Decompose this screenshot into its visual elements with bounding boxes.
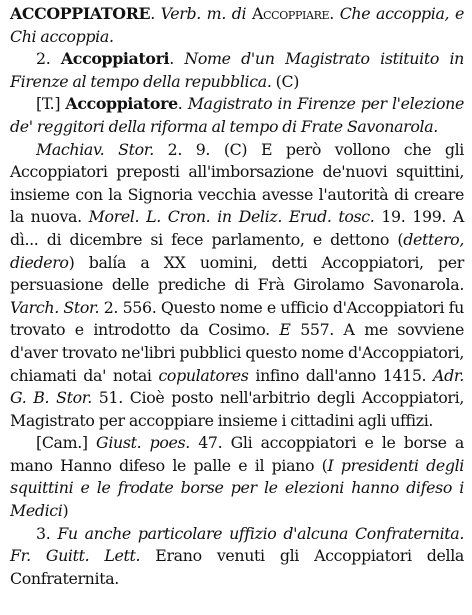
italic-text: I presidenti degli squittini e le frodate borse per le elezioni hanno difeso i Medici: [10, 455, 464, 521]
headword: Accoppiatore: [65, 94, 178, 114]
dictionary-entry: [10, 3, 464, 48]
entry-text: [T.]: [36, 94, 66, 114]
entry-text: 2.: [36, 49, 61, 69]
entry-text: ) balía a XX uomini, detti Accoppiatori, per persuasione delle prediche di Frà Girolamo Savonarola.: [10, 252, 464, 295]
italic-text: Varch. Stor.: [10, 297, 100, 317]
italic-text: Che accoppia, e Chi accoppia.: [10, 4, 465, 46]
entry-text: 3.: [36, 523, 58, 543]
italic-text: Magistrato in Firenze per l'elezione de' reggitori della riforma al tempo di Frate Savonarola.: [10, 94, 465, 136]
entry-text: .: [169, 49, 185, 69]
entry-text: [Cam.]: [36, 433, 97, 453]
dictionary-entry: [10, 139, 464, 433]
entry-text: 2. 9. (C) E però vollono che gli Accoppiatori preposti all'imborsazione de'nuovi squittini, insieme con la Signoria vecchia avesse l'autorità di creare la nuova.: [10, 139, 464, 227]
entry-text: .: [329, 4, 340, 23]
italic-text: Fu anche particolare uffizio d'alcuna Confraternita. Fr. Guitt. Lett.: [10, 523, 465, 566]
entry-text: 47. Gli accoppiatori e le borse a mano Hanno difeso le palle e il piano (: [10, 433, 465, 475]
italic-text: Giust. poes.: [96, 433, 190, 453]
entry-text: ): [62, 501, 69, 521]
dictionary-entry: [10, 432, 464, 522]
headword: Accoppiatori: [60, 49, 170, 69]
headword: ACCOPPIATORE: [10, 4, 151, 23]
entry-list: [10, 3, 464, 590]
italic-text: copulatores: [158, 365, 249, 385]
italic-text: dettero, diedero: [10, 229, 464, 272]
dictionary-entry: [10, 93, 464, 138]
small-caps-term: Accoppiare: [252, 4, 330, 23]
entry-text: (C): [271, 71, 300, 91]
italic-text: Morel. L. Cron. in Deliz. Erud. tosc.: [88, 207, 375, 227]
entry-text: .: [177, 94, 188, 114]
entry-text: 19. 199. A dì... di dicembre si fece parlamento, e dettono (: [10, 207, 464, 249]
italic-text: E: [279, 320, 291, 340]
italic-text: Verb. m. di: [160, 4, 253, 23]
entry-text: 2. 556. Questo nome e ufficio d'Accoppiatori fu trovato e introdotto da Cosimo.: [10, 297, 464, 340]
entry-text: 51. Cioè posto nell'arbitrio degli Accoppiatori, Magistrato per accoppiare insieme i cittadini agli uffizi.: [10, 388, 464, 430]
italic-text: Adr. G. B. Stor.: [10, 365, 464, 408]
dictionary-entry: [10, 523, 464, 591]
entry-text: infino dall'anno 1415.: [248, 365, 434, 385]
entry-text: .: [150, 4, 161, 23]
italic-text: Machiav. Stor.: [36, 139, 154, 159]
entry-text: 557. A me sovviene d'aver trovato ne'libri pubblici questo nome d'Accoppiatori, chiamati da' notai: [10, 320, 464, 385]
italic-text: Nome d'un Magistrato istituito in Firenze al tempo della repubblica.: [10, 49, 465, 91]
dictionary-entry: [10, 48, 464, 93]
entry-text: Erano venuti gli Accoppiatori della Confraternita.: [10, 546, 464, 588]
